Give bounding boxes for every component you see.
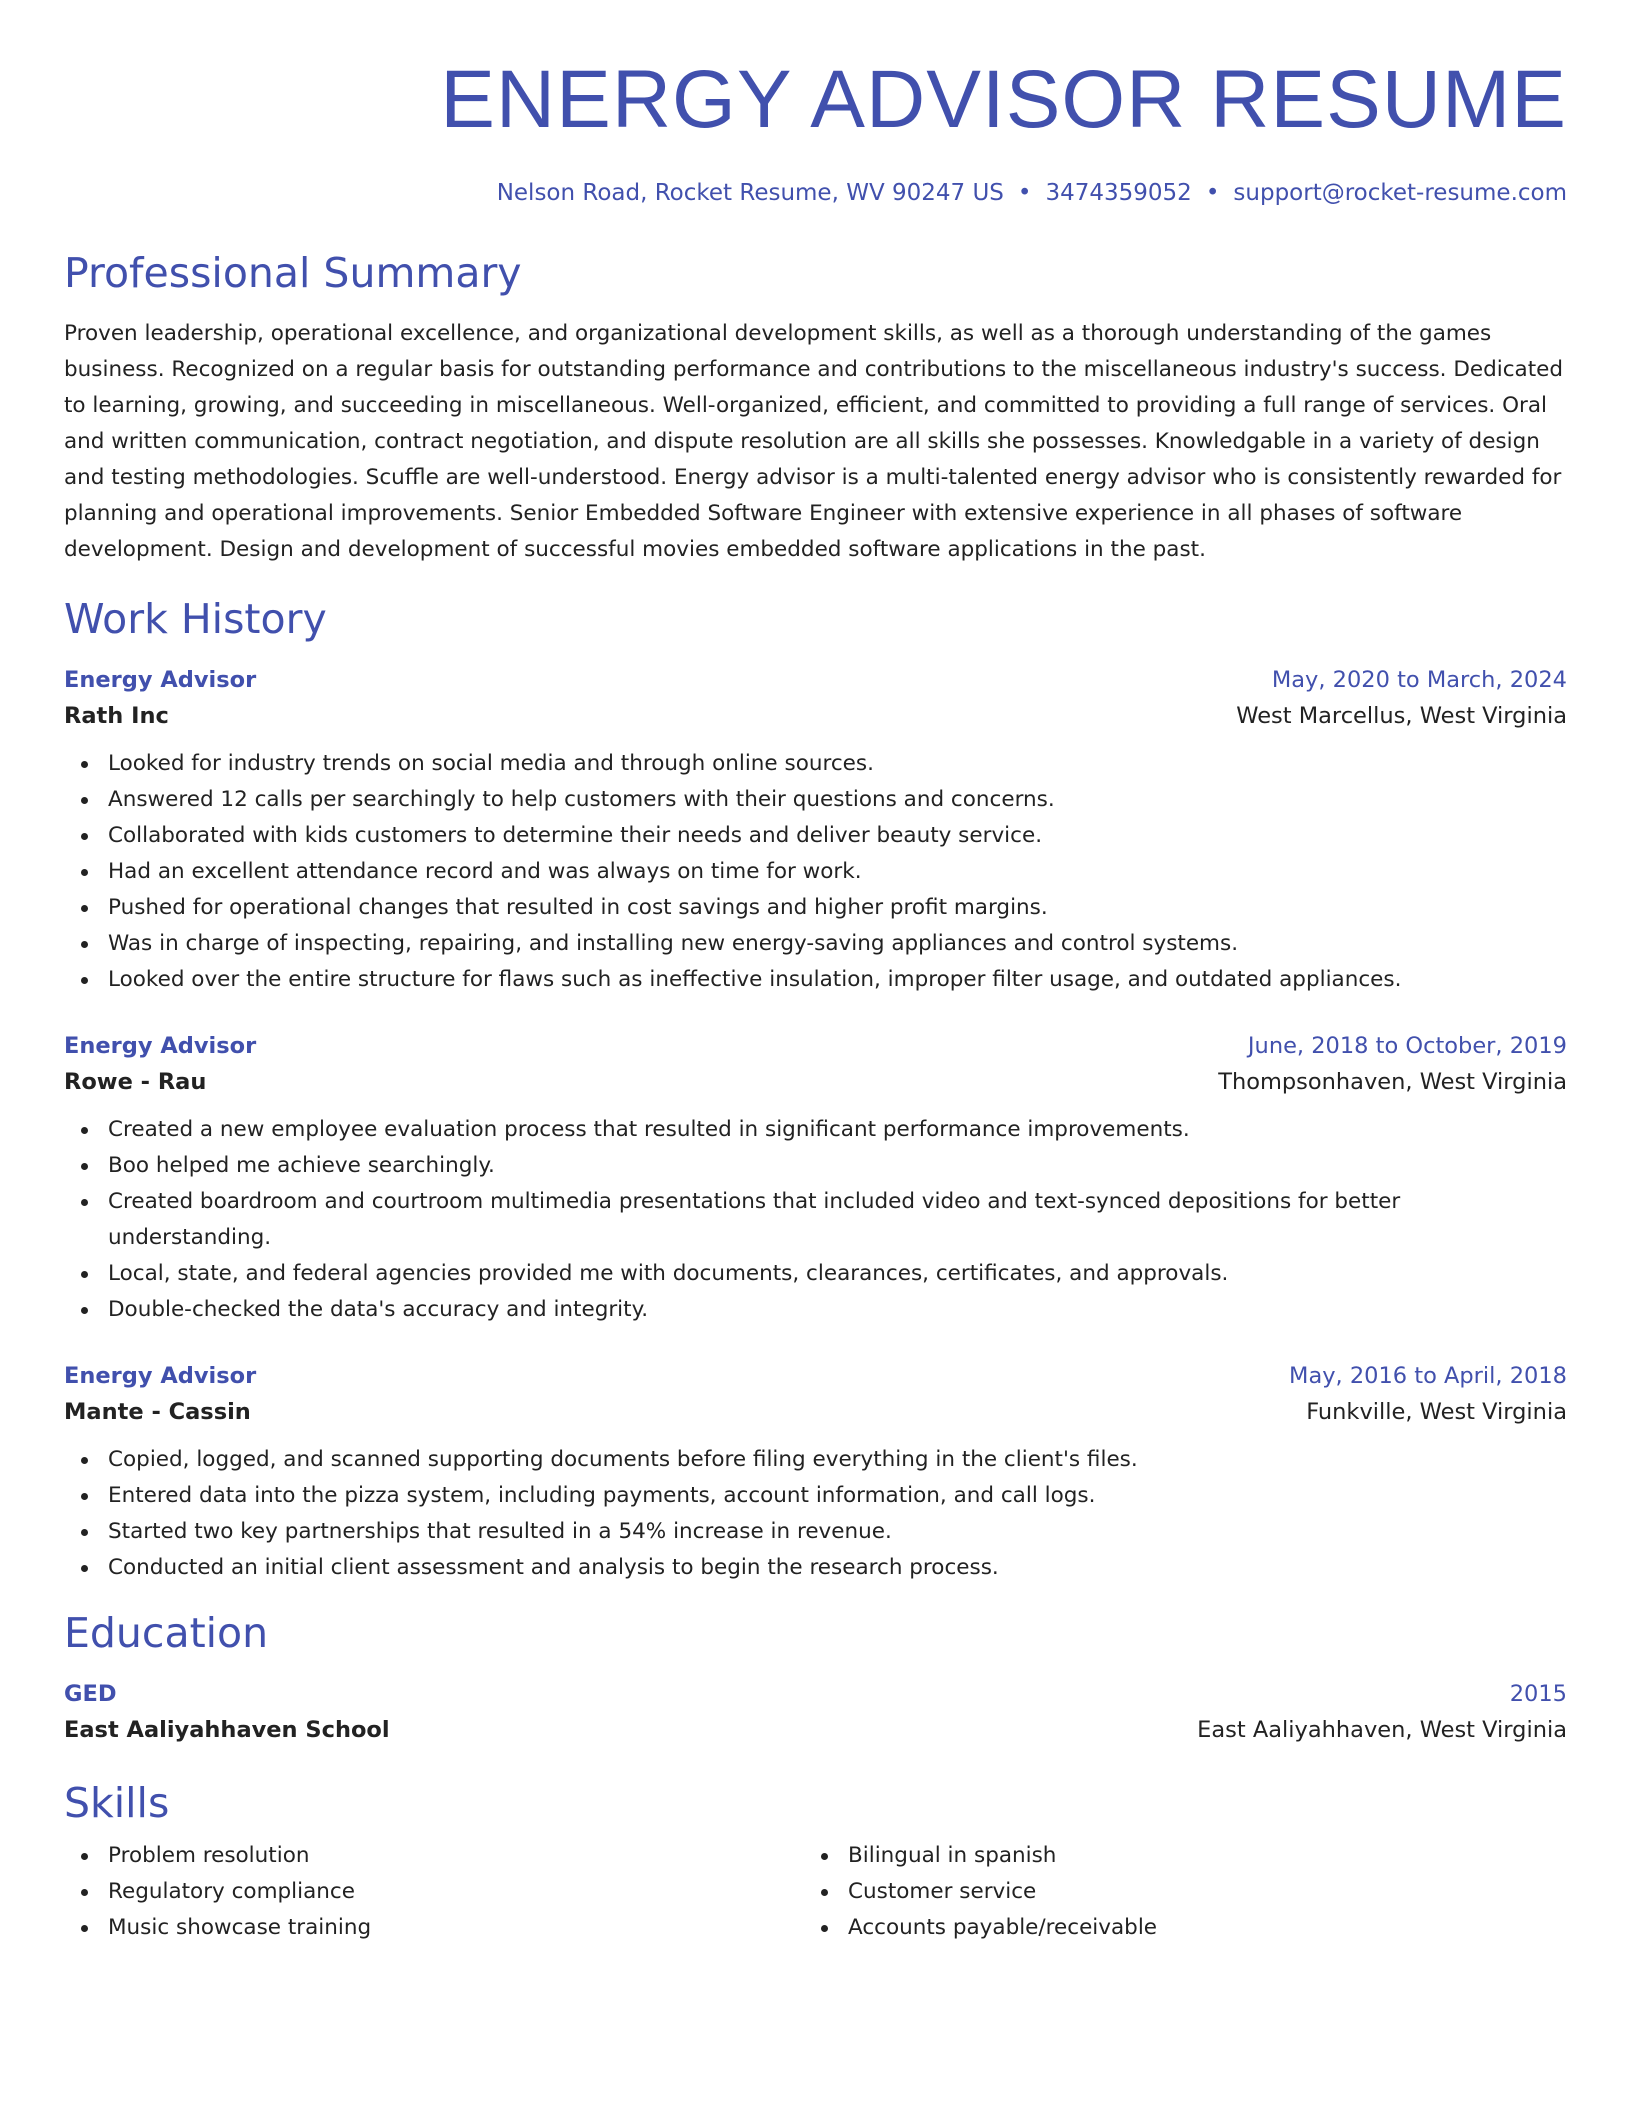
contact-separator: • (1205, 180, 1220, 206)
job-dates: May, 2020 to March, 2024 (1271, 667, 1567, 693)
summary-heading: Professional Summary (64, 249, 522, 297)
summary-section (64, 248, 1567, 568)
skill-item: Regulatory compliance (108, 1874, 804, 1910)
list-item: Looked over the entire structure for flaws such as ineffective insulation, improper filter usage, and outdated appliances. (108, 962, 1567, 998)
list-item: Looked for industry trends on social media and through online sources. (108, 746, 1567, 782)
job-bullets (64, 1112, 1567, 1328)
job-bullets (64, 746, 1567, 998)
skill-item: Accounts payable/receivable (848, 1910, 1544, 1946)
job-company: Rath Inc (64, 703, 169, 729)
skill-item: Music showcase training (108, 1910, 804, 1946)
list-item: Entered data into the pizza system, including payments, account information, and call logs. (108, 1478, 1567, 1514)
list-item: Had an excellent attendance record and was always on time for work. (108, 854, 1567, 890)
contact-line (64, 178, 1567, 208)
job-title: Energy Advisor (64, 1033, 257, 1059)
education-school: East Aaliyahhaven School (64, 1717, 390, 1743)
list-item: Was in charge of inspecting, repairing, and installing new energy-saving appliances and control systems. (108, 926, 1567, 962)
list-item: Conducted an initial client assessment and analysis to begin the research process. (108, 1550, 1567, 1586)
education-location: East Aaliyahhaven, West Virginia (1197, 1717, 1567, 1743)
list-item: Answered 12 calls per searchingly to help customers with their questions and concerns. (108, 782, 1567, 818)
job-location: Funkville, West Virginia (1306, 1399, 1567, 1425)
job-company: Rowe - Rau (64, 1069, 207, 1095)
summary-text: Proven leadership, operational excellence, and organizational development skills, as well as a thorough understanding of the games business. Recognized on a regular basis for outstanding performance and contributions to the miscellaneous industry's success. Dedicated to learning, growing, and succeeding in miscellaneous. Well-organized, efficient, and committed to providing a full range of services. Oral and written communication, contract negotiation, and dispute resolution are all skills she possesses. Knowledgable in a variety of design and testing methodologies. Scuffle are well-understood. Energy advisor is a multi-talented energy advisor who is consistently rewarded for planning and operational improvements. Senior Embedded Software Engineer with extensive experience in all phases of software development. Design and development of successful movies embedded software applications in the past. (64, 321, 1564, 562)
contact-email: support@rocket-resume.com (1233, 180, 1567, 206)
job-entry (64, 1030, 1567, 1328)
skills-section (64, 1778, 1567, 1946)
job-entry (64, 1360, 1567, 1586)
list-item: Started two key partnerships that resulted in a 54% increase in revenue. (108, 1514, 1567, 1550)
contact-phone: 3474359052 (1045, 180, 1192, 206)
education-entry (64, 1678, 1567, 1750)
list-item: Created boardroom and courtroom multimedia presentations that included video and text-synced depositions for better understanding. (108, 1184, 1567, 1256)
skills-list (804, 1838, 1544, 1946)
job-company: Mante - Cassin (64, 1399, 251, 1425)
list-item: Copied, logged, and scanned supporting documents before filing everything in the client's files. (108, 1442, 1567, 1478)
resume-title: ENERGY ADVISOR RESUME (440, 54, 1567, 145)
skills-column-left (64, 1838, 804, 1946)
list-item: Collaborated with kids customers to determine their needs and deliver beauty service. (108, 818, 1567, 854)
list-item: Double-checked the data's accuracy and integrity. (108, 1292, 1567, 1328)
skills-list (64, 1838, 804, 1946)
education-degree: GED (64, 1681, 117, 1707)
skills-heading: Skills (64, 1779, 170, 1827)
contact-address: Nelson Road, Rocket Resume, WV 90247 US (496, 180, 1004, 206)
list-item: Boo helped me achieve searchingly. (108, 1148, 1567, 1184)
list-item: Local, state, and federal agencies provided me with documents, clearances, certificates, and approvals. (108, 1256, 1567, 1292)
work-history-heading: Work History (64, 595, 327, 643)
job-entry (64, 664, 1567, 998)
resume-page (64, 0, 1567, 1946)
skill-item: Bilingual in spanish (848, 1838, 1544, 1874)
job-location: West Marcellus, West Virginia (1236, 703, 1567, 729)
education-heading: Education (64, 1609, 269, 1657)
skill-item: Customer service (848, 1874, 1544, 1910)
skills-grid (64, 1838, 1567, 1946)
job-title: Energy Advisor (64, 1363, 257, 1389)
job-dates: June, 2018 to October, 2019 (1247, 1033, 1567, 1059)
job-bullets (64, 1442, 1567, 1586)
contact-separator: • (1017, 180, 1032, 206)
job-location: Thompsonhaven, West Virginia (1218, 1069, 1567, 1095)
list-item: Created a new employee evaluation process that resulted in significant performance improvements. (108, 1112, 1567, 1148)
skills-column-right (804, 1838, 1544, 1946)
job-title: Energy Advisor (64, 667, 257, 693)
education-section (64, 1608, 1567, 1750)
work-history-section (64, 594, 1567, 1586)
skill-item: Problem resolution (108, 1838, 804, 1874)
job-dates: May, 2016 to April, 2018 (1289, 1363, 1567, 1389)
list-item: Pushed for operational changes that resulted in cost savings and higher profit margins. (108, 890, 1567, 926)
education-year: 2015 (1509, 1681, 1567, 1707)
